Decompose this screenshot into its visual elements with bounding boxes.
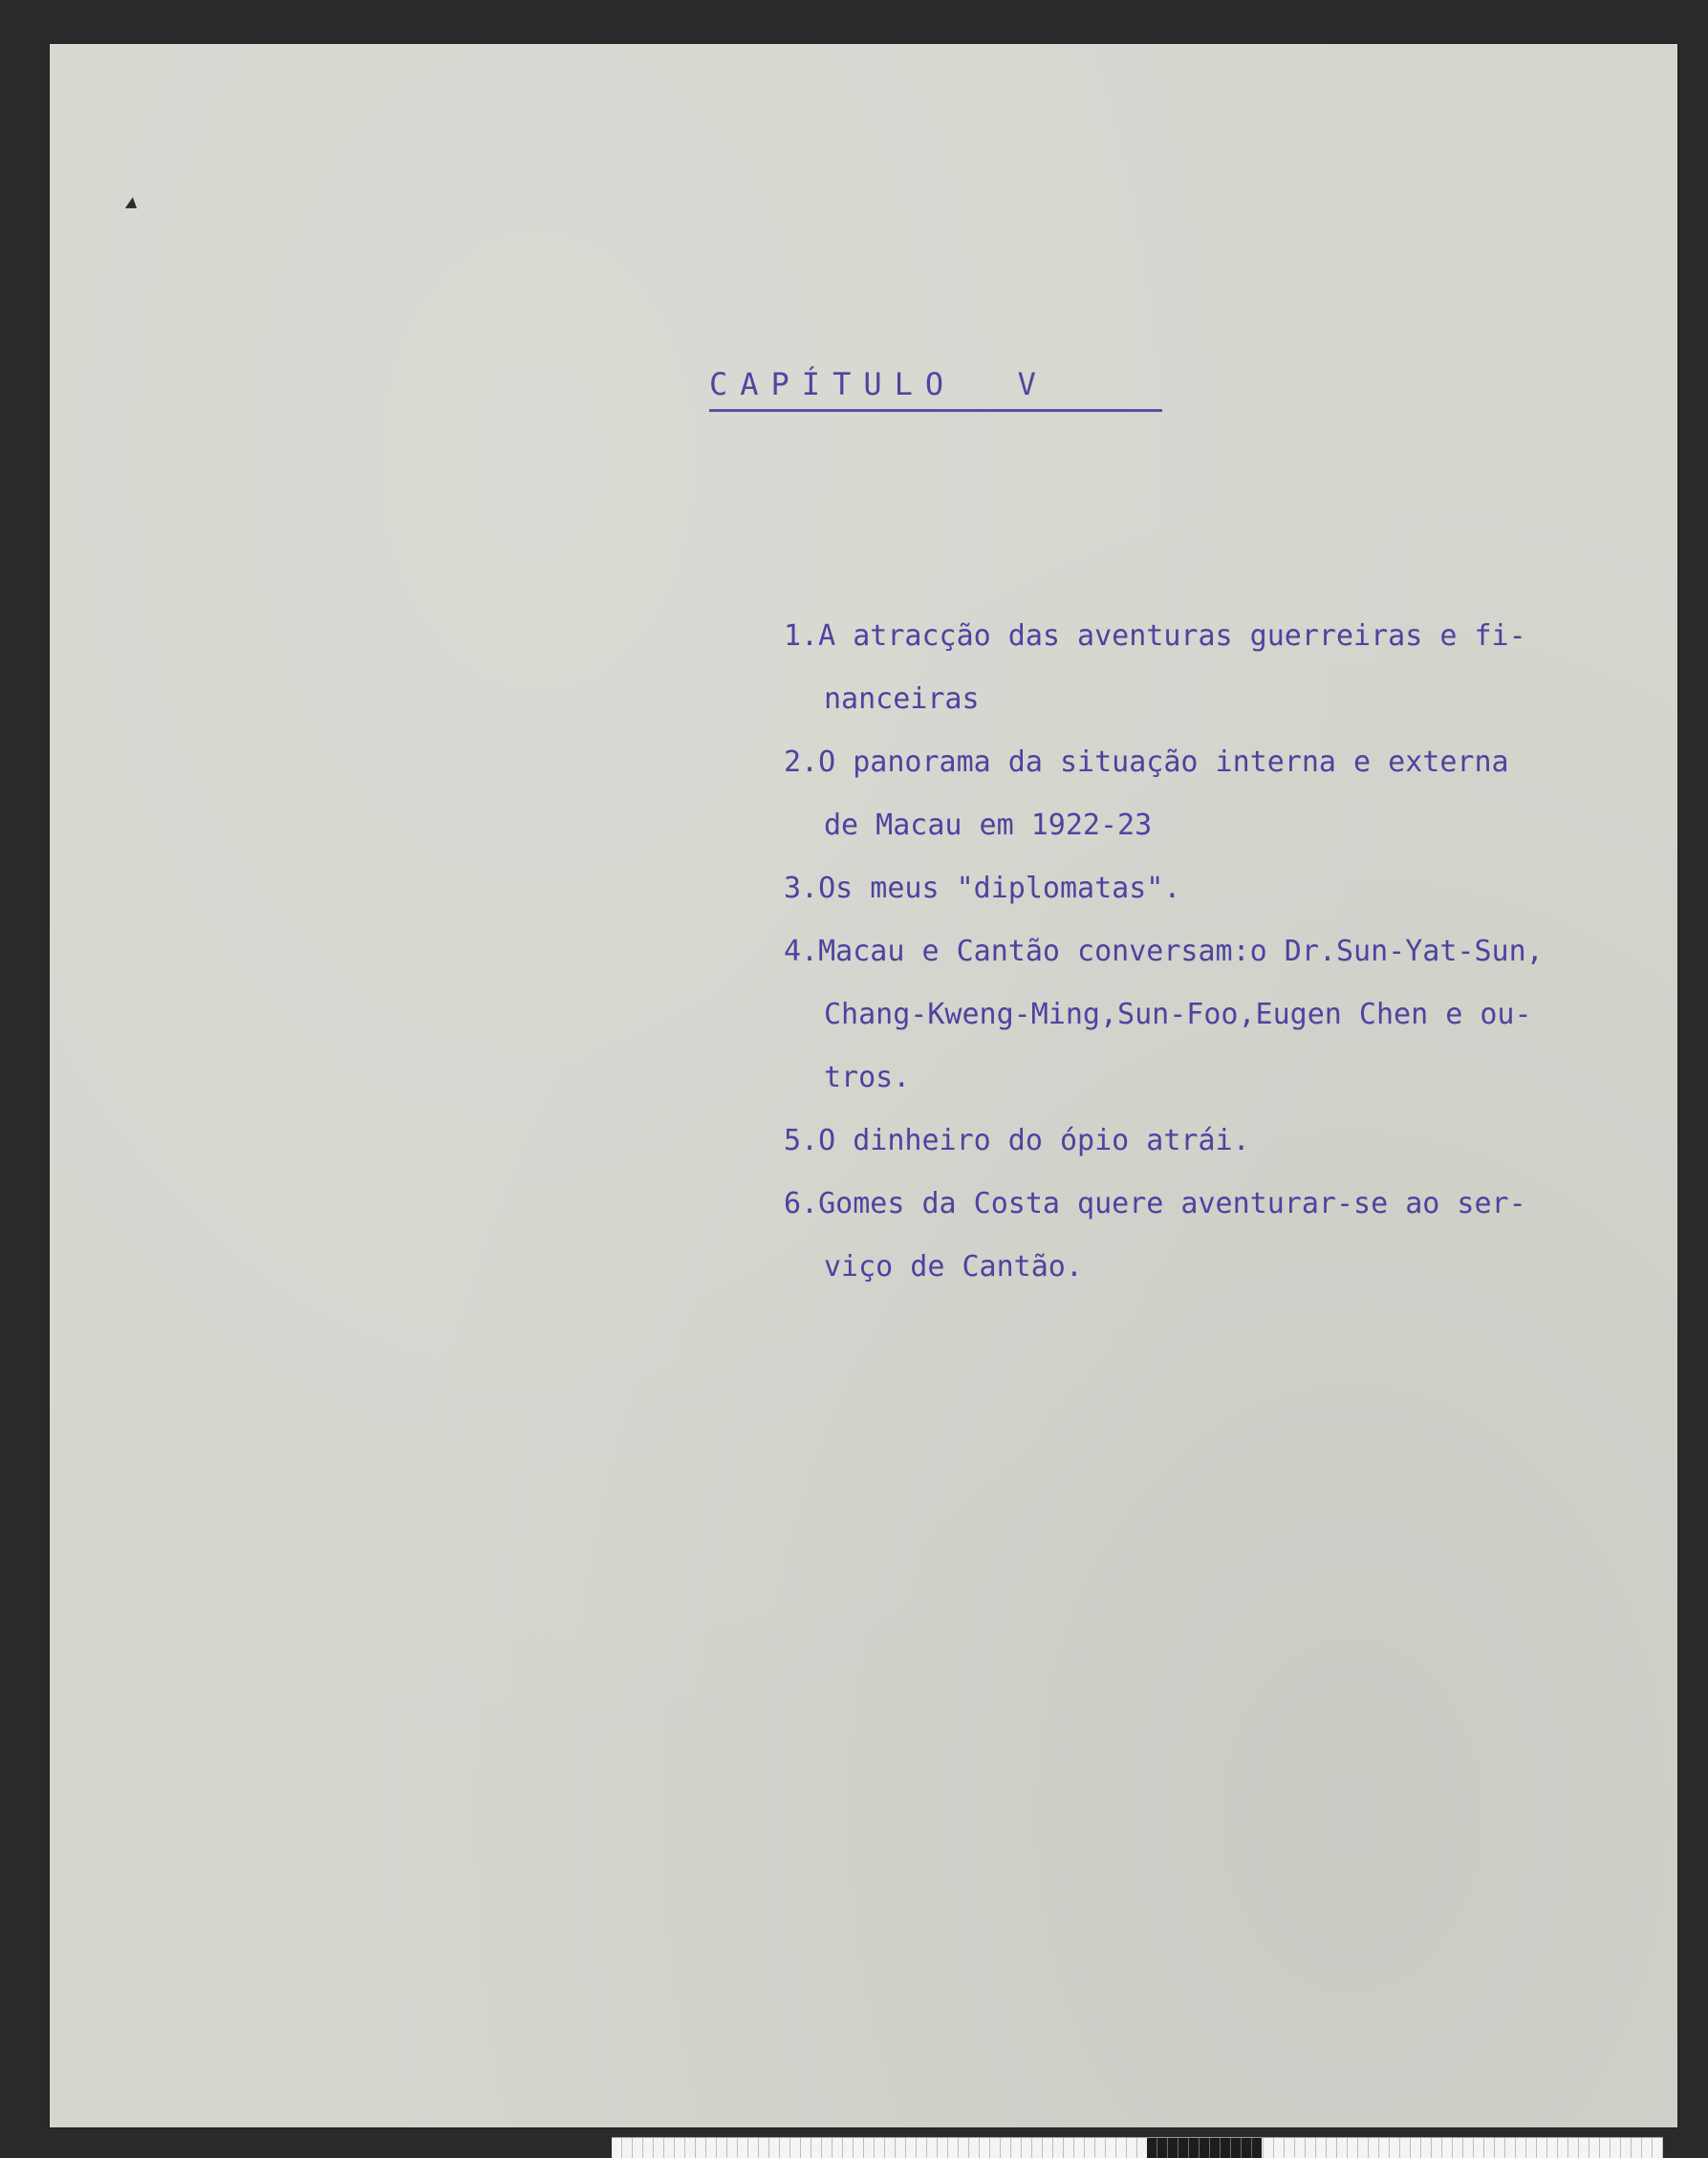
list-item (784, 617, 1701, 719)
list-item-line: viço de Cantão. (824, 1250, 1083, 1284)
list-item (784, 870, 1701, 908)
list-item (784, 744, 1701, 845)
list-item-line: 1.A atracção das aventuras guerreiras e fi- (784, 619, 1526, 653)
list-item-line: Chang-Kweng-Ming,Sun-Foo,Eugen Chen e ou- (824, 998, 1532, 1031)
document-page (50, 44, 1677, 2127)
scale-ruler-dark-segment (1147, 2138, 1262, 2158)
list-item-line: 4.Macau e Cantão conversam:o Dr.Sun-Yat-Sun, (784, 935, 1544, 968)
list-item-line: 6.Gomes da Costa quere aventurar-se ao ser- (784, 1187, 1526, 1220)
contents-list (784, 617, 1701, 1311)
list-item (784, 1185, 1701, 1286)
list-item-line: 5.O dinheiro do ópio atrái. (784, 1124, 1250, 1157)
scale-ruler (612, 2137, 1663, 2158)
list-item (784, 933, 1701, 1097)
list-item-line: nanceiras (824, 682, 980, 716)
chapter-title: CAPÍTULO V (709, 365, 1162, 412)
list-item-line: tros. (824, 1061, 911, 1094)
list-item-line: 3.Os meus "diplomatas". (784, 872, 1181, 905)
list-item (784, 1122, 1701, 1160)
arrow-mark-icon (125, 197, 141, 213)
list-item-line: 2.O panorama da situação interna e externa (784, 745, 1509, 779)
list-item-line: de Macau em 1922-23 (824, 809, 1153, 842)
